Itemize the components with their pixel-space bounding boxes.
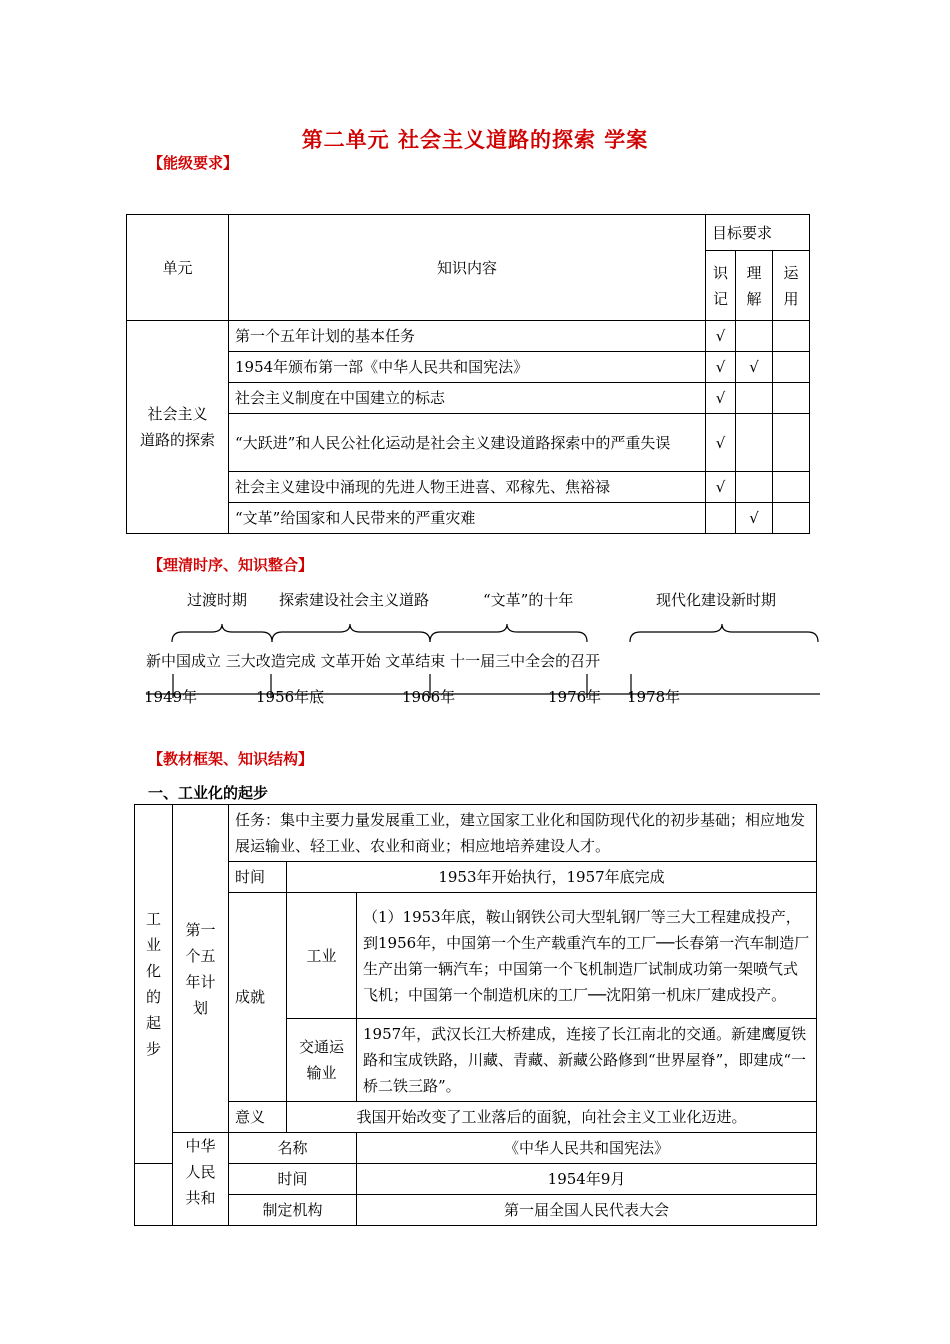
requirements-table [126,214,810,534]
req-row-mark [736,472,773,503]
constitution-row-label: 制定机构 [229,1195,357,1226]
constitution-row-value: 《中华人民共和国宪法》 [357,1133,817,1164]
constitution-label: 中华 人民 共和 [173,1133,229,1226]
blank-cell [135,1164,173,1226]
req-row-mark [773,321,810,352]
period-label: 现代化建设新时期 [656,591,777,609]
year-label: 1949年 [144,688,198,706]
period-label: 探索建设社会主义道路 [279,591,430,609]
req-row-mark: √ [736,503,773,534]
unit-cell: 社会主义 道路的探索 [127,321,229,534]
header-unit: 单元 [127,215,229,321]
time-label: 时间 [229,862,287,893]
constitution-row-label: 时间 [229,1164,357,1195]
header-target: 目标要求 [706,215,810,251]
transport-text: 1957年，武汉长江大桥建成，连接了长江南北的交通。新建鹰厦铁路和宝成铁路，川藏、青藏、新藏公路修到“世界屋脊”，即建成“一桥二铁三路”。 [357,1019,817,1102]
header-recall: 识 记 [706,251,736,321]
req-row-mark [736,414,773,472]
five-year-plan-label: 第一 个五 年计 划 [173,805,229,1133]
brace [172,624,272,642]
req-row-mark: √ [706,472,736,503]
time-value: 1953年开始执行，1957年底完成 [287,862,817,893]
year-label: 1978年 [627,688,681,706]
section-timeline-heading: 【理清时序、知识整合】 [148,556,314,574]
year-label: 1956年底 [256,688,325,706]
brace [630,624,818,642]
timeline-events: 新中国成立 三大改造完成 文革开始 文革结束 十一届三中全会的召开 [146,652,601,670]
req-row-mark [773,414,810,472]
constitution-row-value: 第一届全国人民代表大会 [357,1195,817,1226]
req-row-content: 第一个五年计划的基本任务 [229,321,706,352]
req-row-mark [736,383,773,414]
transport-label: 交通运 输业 [287,1019,357,1102]
industry-text: （1）1953年底，鞍山钢铁公司大型轧钢厂等三大工程建成投产，到1956年，中国第一个生产载重汽车的工厂──长春第一汽车制造厂生产出第一辆汽车；中国第一个飞机制造厂试制成功第一架喷气式飞机；中国第一个制造机床的工厂──沈阳第一机床厂建成投产。 [357,893,817,1019]
req-row-mark [736,321,773,352]
meaning-text: 我国开始改变了工业落后的面貌，向社会主义工业化迈进。 [287,1102,817,1133]
task-cell: 任务：集中主要力量发展重工业，建立国家工业化和国防现代化的初步基础；相应地发展运输业、轻工业、农业和商业；相应地培养建设人才。 [229,805,817,862]
req-row-content: “大跃进”和人民公社化运动是社会主义建设道路探索中的严重失误 [229,414,706,472]
industry-label: 工业 [287,893,357,1019]
req-row-mark [773,383,810,414]
meaning-label: 意义 [229,1102,287,1133]
industrialization-table [134,804,817,1226]
req-row-mark: √ [706,383,736,414]
section-requirements-heading: 【能级要求】 [148,154,239,172]
constitution-row-label: 名称 [229,1133,357,1164]
req-row-mark [706,503,736,534]
period-label: “文革”的十年 [483,591,574,609]
req-row-content: “文革”给国家和人民带来的严重灾难 [229,503,706,534]
brace [272,624,430,642]
req-row-mark: √ [736,352,773,383]
req-row-mark [773,503,810,534]
header-content: 知识内容 [229,215,706,321]
req-row-content: 1954年颁布第一部《中华人民共和国宪法》 [229,352,706,383]
section-framework-heading: 【教材框架、知识结构】 [148,750,314,768]
industrialization-label: 工 业 化 的 起 步 [135,805,173,1164]
req-row-mark: √ [706,352,736,383]
header-apply: 运 用 [773,251,810,321]
achievement-label: 成就 [229,893,287,1102]
year-label: 1966年 [402,688,456,706]
section-industrial-heading: 一、工业化的起步 [148,784,269,802]
req-row-content: 社会主义制度在中国建立的标志 [229,383,706,414]
req-row-mark: √ [706,321,736,352]
req-row-mark [773,352,810,383]
req-row-mark [773,472,810,503]
period-label: 过渡时期 [187,591,248,609]
brace [430,624,587,642]
constitution-row-value: 1954年9月 [357,1164,817,1195]
page-title: 第二单元 社会主义道路的探索 学案 [301,128,649,152]
req-row-content: 社会主义建设中涌现的先进人物王进喜、邓稼先、焦裕禄 [229,472,706,503]
header-understand: 理 解 [736,251,773,321]
year-label: 1976年 [548,688,602,706]
req-row-mark: √ [706,414,736,472]
